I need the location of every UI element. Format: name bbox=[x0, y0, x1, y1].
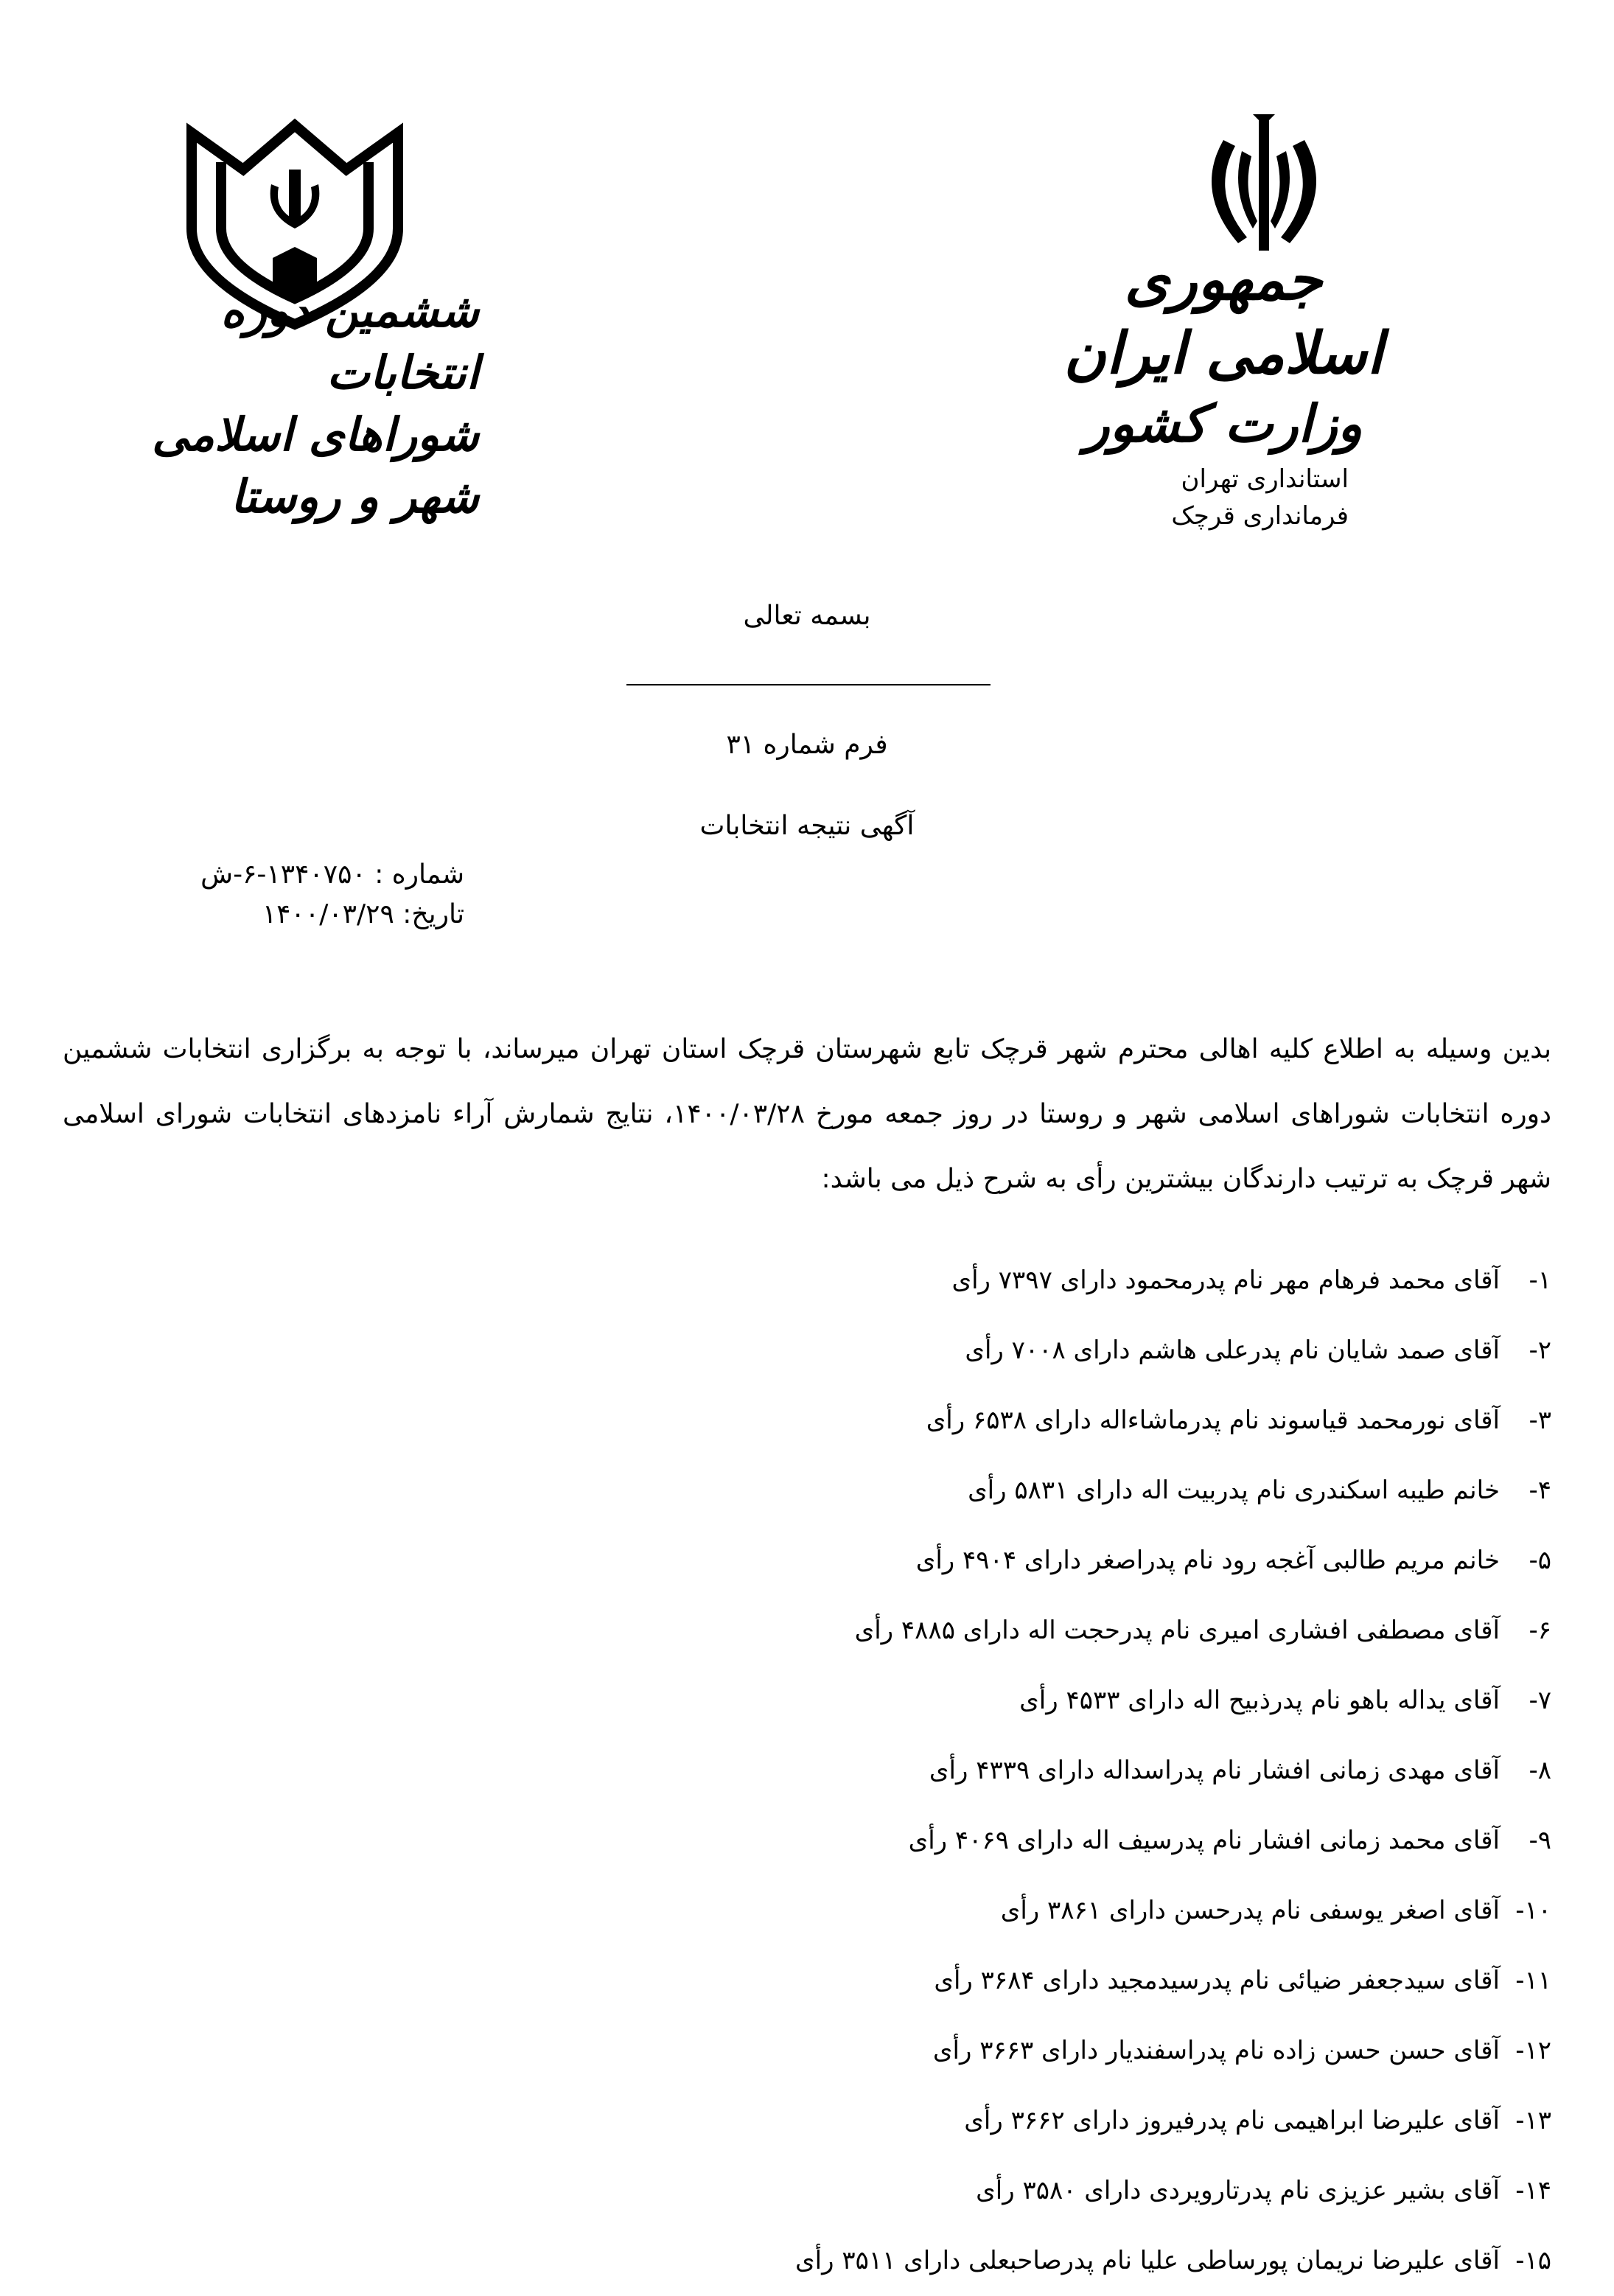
item-number: ۱۲- bbox=[1515, 2036, 1551, 2065]
item-text: آقای یداله باهو نام پدرذبیح اله دارای ۴۵۳۳ رأی bbox=[1019, 1686, 1500, 1715]
item-text: آقای اصغر یوسفی نام پدرحسن دارای ۳۸۶۱ رأی bbox=[1000, 1896, 1500, 1925]
list-item bbox=[77, 1876, 1551, 1946]
item-number: ۱۰- bbox=[1515, 1896, 1551, 1925]
item-number: ۶- bbox=[1529, 1616, 1551, 1645]
notice-title: آگهی نتیجه انتخابات bbox=[699, 811, 915, 841]
letter-date: تاریخ: ۱۴۰۰/۰۳/۲۹ bbox=[262, 899, 464, 929]
item-text: آقای محمد فرهام مهر نام پدرمحمود دارای ۷۳۹۷ رأی bbox=[951, 1266, 1500, 1295]
item-text: آقای سیدجعفر ضیائی نام پدرسیدمجید دارای ۳۶۸۴ رأی bbox=[934, 1966, 1500, 1995]
item-text: آقای نورمحمد قیاسوند نام پدرماشاءاله دارای ۶۵۳۸ رأی bbox=[926, 1406, 1500, 1435]
item-number: ۵- bbox=[1529, 1546, 1551, 1575]
office-line-province: استانداری تهران bbox=[1181, 464, 1349, 494]
item-number: ۱- bbox=[1529, 1266, 1551, 1295]
item-text: خانم مریم طالبی آغجه رود نام پدراصغر دارای ۴۹۰۴ رأی bbox=[915, 1546, 1500, 1575]
item-text: خانم طیبه اسکندری نام پدربیت اله دارای ۵۸۳۱ رأی bbox=[968, 1476, 1500, 1505]
list-item bbox=[77, 2086, 1551, 2156]
item-text: آقای صمد شایان نام پدرعلی هاشم دارای ۷۰۰۸ رأی bbox=[965, 1336, 1500, 1365]
election-caption-line-1: ششمین دوره انتخابات bbox=[220, 284, 479, 399]
letter-meta bbox=[200, 855, 464, 935]
results-list bbox=[77, 1246, 1551, 2296]
item-number: ۲- bbox=[1529, 1336, 1551, 1365]
item-number: ۱۳- bbox=[1515, 2106, 1551, 2135]
list-item bbox=[77, 1736, 1551, 1806]
item-text: آقای علیرضا ابراهیمی نام پدرفیروز دارای ۳۶۶۲ رأی bbox=[964, 2106, 1500, 2135]
item-text: آقای حسن حسن زاده نام پدراسفندیار دارای ۳۶۶۳ رأی bbox=[932, 2036, 1500, 2065]
election-caption-line-2: شوراهای اسلامی شهر و روستا bbox=[152, 408, 479, 523]
item-number: ۳- bbox=[1529, 1406, 1551, 1435]
announcement-paragraph: بدین وسیله به اطلاع کلیه اهالی محترم شهر قرچک تابع شهرستان قرچک استان تهران میرساند، با توجه به برگزاری انتخابات ششمین دوره انتخابات شوراهای اسلامی شهر و روستا در روز جمعه مورخ ۱۴۰۰/۰۳/۲۸، نتایج شمارش آراء نامزدهای انتخابات شورای اسلامی شهر قرچک به ترتیب دارندگان بیشترین رأی به شرح ذیل می باشد: bbox=[63, 1034, 1551, 1194]
list-item bbox=[77, 1806, 1551, 1876]
list-item bbox=[77, 1946, 1551, 2016]
letter-number: شماره : ۱۳۴۰۷۵۰-۶-ش bbox=[200, 859, 464, 890]
item-number: ۴- bbox=[1529, 1476, 1551, 1505]
list-item bbox=[77, 1246, 1551, 1316]
issuing-office bbox=[1171, 461, 1349, 534]
list-item bbox=[77, 2016, 1551, 2086]
item-number: ۱۴- bbox=[1515, 2176, 1551, 2205]
list-item bbox=[77, 1526, 1551, 1596]
state-emblem-caption bbox=[1032, 243, 1415, 457]
item-number: ۷- bbox=[1529, 1686, 1551, 1715]
list-item bbox=[77, 1316, 1551, 1386]
list-item bbox=[77, 2226, 1551, 2296]
item-number: ۹- bbox=[1529, 1826, 1551, 1855]
office-line-county: فرمانداری قرچک bbox=[1171, 501, 1349, 531]
item-text: آقای محمد زمانی افشار نام پدرسیف اله دارای ۴۰۶۹ رأی bbox=[908, 1826, 1500, 1855]
state-caption-line-2: وزارت کشور bbox=[1084, 393, 1363, 454]
list-item bbox=[77, 1666, 1551, 1736]
item-number: ۱۵- bbox=[1515, 2246, 1551, 2275]
item-text: آقای علیرضا نریمان پورساطی علیا نام پدرصاحبعلی دارای ۳۵۱۱ رأی bbox=[795, 2246, 1500, 2275]
list-item bbox=[77, 2156, 1551, 2226]
list-item bbox=[77, 1386, 1551, 1456]
election-logo-caption bbox=[96, 280, 479, 528]
item-text: آقای بشیر عزیزی نام پدرتارویردی دارای ۳۵۸۰ رأی bbox=[976, 2176, 1500, 2205]
state-caption-line-1: جمهوری اسلامی ایران bbox=[1063, 246, 1383, 387]
invocation: بسمه تعالی bbox=[743, 601, 871, 631]
item-number: ۸- bbox=[1529, 1756, 1551, 1785]
title-divider bbox=[626, 684, 991, 685]
list-item bbox=[77, 1456, 1551, 1526]
item-number: ۱۱- bbox=[1515, 1966, 1551, 1995]
state-emblem-logo bbox=[1179, 111, 1349, 258]
item-text: آقای مصطفی افشاری امیری نام پدرحجت اله دارای ۴۸۸۵ رأی bbox=[854, 1616, 1500, 1645]
list-item bbox=[77, 1596, 1551, 1666]
item-text: آقای مهدی زمانی افشار نام پدراسداله دارای ۴۳۳۹ رأی bbox=[929, 1756, 1500, 1785]
form-number: فرم شماره ۳۱ bbox=[726, 730, 888, 760]
